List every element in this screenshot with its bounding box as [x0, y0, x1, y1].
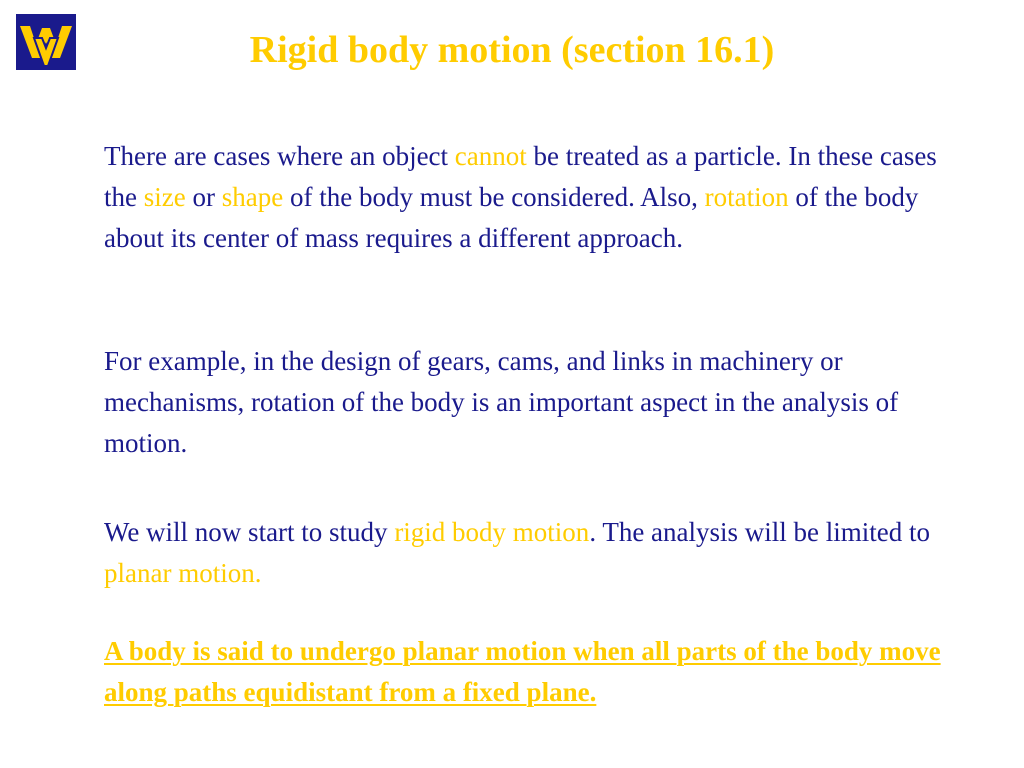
text-run: of the body must be considered. Also,: [283, 182, 705, 212]
planar-motion-definition: A body is said to undergo planar motion when all parts of the body move along paths equidistant from a fixed plane.: [104, 636, 941, 707]
highlight-shape: shape: [221, 182, 284, 212]
paragraph-study: [104, 512, 954, 594]
text-run: There are cases where an object: [104, 141, 455, 171]
text-run: We will now start to study: [104, 517, 395, 547]
highlight-planar-motion: planar motion.: [104, 558, 262, 588]
paragraph-example: For example, in the design of gears, cams, and links in machinery or mechanisms, rotation of the body is an important aspect in the analysis of motion.: [104, 346, 899, 458]
highlight-cannot: cannot: [454, 141, 527, 171]
highlight-rotation: rotation: [704, 182, 789, 212]
text-run: or: [185, 182, 222, 212]
paragraph-rigid-body-intro: [104, 136, 954, 259]
highlight-rigid-body-motion: rigid body motion: [394, 517, 590, 547]
text-run: . The analysis will be limited to: [589, 517, 931, 547]
text-run: be treated as a particle. In these cases the: [104, 141, 937, 212]
text-run: of the body about its center of mass requires a different approach.: [104, 182, 919, 253]
highlight-size: size: [143, 182, 186, 212]
slide-title: Rigid body motion (section 16.1): [249, 29, 775, 71]
